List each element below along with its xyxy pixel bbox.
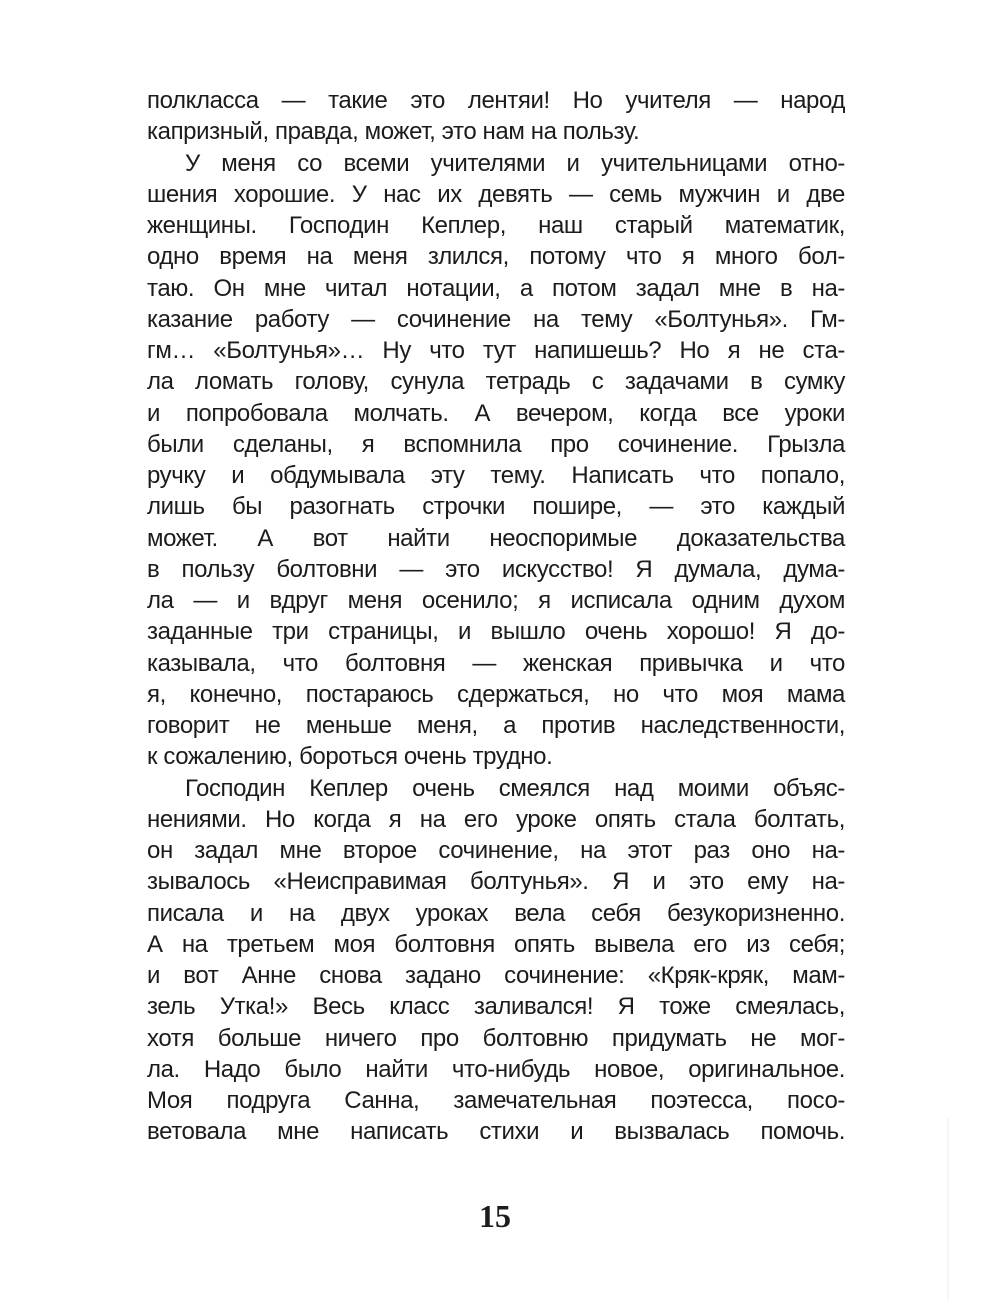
- text-line: хотя больше ничего про болтовню придумать не мог-: [147, 1024, 845, 1052]
- text-line: ветовала мне написать стихи и вызвалась помочь.: [147, 1118, 845, 1146]
- text-line: А на третьем моя болтовня опять вывела его из себя;: [147, 930, 845, 958]
- text-line: женщины. Господин Кеплер, наш старый математик,: [147, 212, 845, 239]
- text-line: ла ломать голову, сунула тетрадь с задачами в сумку: [147, 368, 845, 396]
- paragraph: [147, 773, 845, 1148]
- text-line: гм… «Болтунья»… Ну что тут напишешь? Но я не ста-: [147, 337, 845, 364]
- page-edge-shadow: [947, 1118, 949, 1300]
- text-line: капризный, правда, может, это нам на пользу.: [147, 118, 640, 146]
- text-line: были сделаны, я вспомнила про сочинение. Грызла: [147, 430, 845, 458]
- paragraph: [147, 85, 845, 148]
- text-line: может. А вот найти неоспоримые доказательства: [147, 524, 845, 552]
- text-line: шения хорошие. У нас их девять — семь мужчин и две: [147, 180, 845, 208]
- text-line: Господин Кеплер очень смеялся над моими объяс-: [185, 774, 845, 802]
- text-line: я, конечно, постараюсь сдержаться, но что моя мама: [147, 680, 845, 708]
- text-line: ла — и вдруг меня осенило; я исписала одним духом: [147, 587, 845, 614]
- text-line: таю. Он мне читал нотации, а потом задал мне в на-: [147, 274, 845, 302]
- text-line: Моя подруга Санна, замечательная поэтесса, посо-: [147, 1087, 845, 1114]
- text-line: писала и на двух уроках вела себя безукоризненно.: [147, 899, 845, 927]
- text-line: одно время на меня злился, потому что я много бол-: [147, 243, 845, 271]
- text-line: и вот Анне снова задано сочинение: «Кряк-кряк, мам-: [147, 962, 845, 989]
- body-text: [147, 85, 845, 1148]
- text-line: полкласса — такие это лентяи! Но учителя — народ: [147, 87, 845, 114]
- text-line: зель Утка!» Весь класс заливался! Я тоже смеялась,: [147, 993, 845, 1021]
- text-line: нениями. Но когда я на его уроке опять стала болтать,: [147, 805, 845, 833]
- text-line: и попробовала молчать. А вечером, когда все уроки: [147, 399, 845, 427]
- text-line: казывала, что болтовня — женская привычка и что: [147, 649, 845, 677]
- text-line: ручку и обдумывала эту тему. Написать что попало,: [147, 462, 845, 489]
- text-line: зывалось «Неисправимая болтунья». Я и это ему на-: [147, 868, 845, 896]
- text-line: ла. Надо было найти что-нибудь новое, оригинальное.: [147, 1055, 845, 1083]
- text-line: казание работу — сочинение на тему «Болтунья». Гм-: [147, 305, 845, 333]
- text-line: в пользу болтовни — это искусство! Я думала, дума-: [147, 555, 845, 583]
- text-line: заданные три страницы, и вышло очень хорошо! Я до-: [147, 618, 845, 646]
- page-number: 15: [479, 1198, 511, 1234]
- text-line: к сожалению, бороться очень трудно.: [147, 743, 553, 771]
- text-line: лишь бы разогнать строчки пошире, — это каждый: [147, 493, 845, 521]
- text-line: У меня со всеми учителями и учительницами отно-: [185, 149, 845, 177]
- paragraph: [147, 148, 845, 773]
- text-line: говорит не меньше меня, а против наследственности,: [147, 712, 845, 739]
- text-line: он задал мне второе сочинение, на этот раз оно на-: [147, 837, 845, 864]
